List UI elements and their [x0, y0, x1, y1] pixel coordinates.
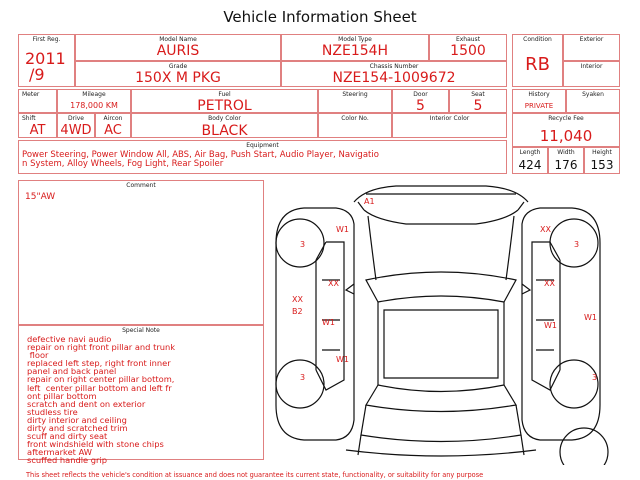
- steering-cell: [318, 89, 392, 113]
- exhaust-cell: [429, 34, 507, 61]
- model-type-label: Model Type: [338, 36, 372, 43]
- note-line: dirty and scratched trim: [27, 423, 128, 434]
- length-value: 424: [518, 158, 542, 172]
- aircon-value: AC: [104, 123, 122, 138]
- model-type-value: NZE154H: [321, 43, 389, 59]
- equipment-cell: [18, 140, 507, 174]
- height-value: 153: [590, 158, 614, 172]
- aircon-label: Aircon: [103, 115, 123, 122]
- length-cell: [512, 147, 548, 174]
- body-color-label: Body Color: [208, 115, 241, 122]
- body-color-value: BLACK: [201, 123, 248, 139]
- mark-3-right-rear: 3: [592, 373, 598, 382]
- mileage-value: 178,000 KM: [70, 101, 118, 110]
- exterior-cell: [563, 34, 620, 61]
- note-line: panel and back panel: [27, 366, 117, 377]
- history-cell: [512, 89, 566, 113]
- color-no-label: Color No.: [341, 115, 369, 122]
- recycle-fee-cell: [512, 113, 620, 147]
- note-line: repair on right front pillar and trunk: [27, 342, 176, 353]
- fuel-label: Fuel: [218, 91, 231, 98]
- sheet-title: Vehicle Information Sheet: [223, 8, 417, 26]
- fuel-value: PETROL: [197, 98, 252, 114]
- equipment-line-1: Power Steering, Power Window All, ABS, Air Bag, Push Start, Audio Player, Navigatio: [22, 150, 379, 160]
- mark-w1-side: W1: [584, 313, 597, 322]
- model-name-value: AURIS: [156, 43, 200, 59]
- recycle-fee-value: 11,040: [539, 127, 593, 145]
- chassis-value: NZE154-1009672: [332, 70, 456, 86]
- car-damage-diagram: [266, 180, 620, 465]
- exterior-label: Exterior: [579, 36, 604, 43]
- seat-cell: [449, 89, 507, 113]
- equipment-line-2: n System, Alloy Wheels, Fog Light, Rear Spoiler: [22, 159, 224, 169]
- interior-color-cell: [392, 113, 507, 138]
- height-label: Height: [592, 149, 612, 156]
- special-note-list: [27, 335, 175, 465]
- note-line: defective navi audio: [27, 334, 112, 344]
- shift-label: Shift: [22, 115, 36, 122]
- note-line: ont pillar bottom: [27, 390, 97, 401]
- grade-cell: [75, 61, 281, 87]
- mark-xx-front-right: XX: [540, 225, 551, 234]
- mark-xx-right: XX: [544, 279, 555, 288]
- meter-cell: [18, 89, 57, 113]
- drive-label: Drive: [68, 115, 84, 122]
- note-line: aftermarket AW: [27, 447, 92, 458]
- disclaimer-footer: This sheet reflects the vehicle's condition at issuance and does not guarantee its current state, functionality, or suitability for any purpose: [26, 471, 484, 479]
- model-name-cell: [75, 34, 281, 61]
- syaken-label: Syaken: [582, 91, 604, 98]
- chassis-label: Chassis Number: [369, 63, 419, 70]
- condition-cell: [512, 34, 563, 87]
- width-cell: [548, 147, 584, 174]
- mark-xx-side: XX: [292, 295, 303, 304]
- model-type-cell: [281, 34, 429, 61]
- width-label: Width: [557, 149, 575, 156]
- mark-w1-center-right: W1: [544, 321, 557, 330]
- meter-label: Meter: [22, 91, 40, 98]
- mark-w1-front-left: W1: [336, 225, 349, 234]
- special-note-label: Special Note: [122, 327, 160, 334]
- first-reg-label: First Reg.: [32, 36, 61, 43]
- mark-a1: A1: [364, 197, 375, 206]
- note-line: scratch and dent on exterior: [27, 398, 146, 409]
- note-line: floor: [27, 350, 49, 361]
- note-line: replaced left step, right front inner: [27, 358, 171, 369]
- mark-3-right-front: 3: [574, 240, 580, 249]
- mark-w1-rear-left: W1: [336, 355, 349, 364]
- special-note-box: [18, 325, 264, 466]
- comment-label: Comment: [126, 182, 156, 189]
- mark-3-left-rear: 3: [300, 373, 306, 382]
- seat-value: 5: [473, 98, 483, 114]
- height-cell: [584, 147, 620, 174]
- note-line: dirty interior and ceiling: [27, 414, 127, 425]
- recycle-fee-label: Recycle Fee: [548, 115, 584, 122]
- damage-marks: [292, 197, 597, 382]
- note-line: scuff and dirty seat: [27, 431, 108, 442]
- color-no-cell: [318, 113, 392, 138]
- interior-cell: [563, 61, 620, 87]
- shift-cell: [18, 113, 57, 138]
- note-line: front windshield with stone chips: [27, 439, 164, 450]
- mark-xx-left: XX: [328, 279, 339, 288]
- comment-box: [18, 180, 264, 325]
- width-value: 176: [554, 158, 578, 172]
- condition-label: Condition: [523, 36, 552, 43]
- mileage-label: Mileage: [82, 91, 106, 98]
- note-line: left center pillar bottom and left fr: [27, 382, 172, 393]
- exhaust-value: 1500: [450, 43, 486, 59]
- body-color-cell: [131, 113, 318, 138]
- condition-value: RB: [525, 54, 550, 75]
- grade-value: 150X M PKG: [135, 70, 221, 86]
- exhaust-label: Exhaust: [455, 36, 481, 43]
- mark-w1-center-left: W1: [322, 318, 335, 327]
- seat-label: Seat: [471, 91, 485, 98]
- grade-label: Grade: [168, 63, 188, 70]
- door-value: 5: [416, 98, 425, 114]
- drive-cell: [57, 113, 95, 138]
- equipment-label: Equipment: [246, 142, 279, 149]
- history-label: History: [528, 91, 550, 98]
- drive-value: 4WD: [60, 123, 92, 138]
- note-line: repair on right center pillar bottom,: [27, 374, 175, 385]
- first-reg-year: 2011: [25, 49, 66, 68]
- length-label: Length: [519, 149, 541, 156]
- shift-value: AT: [29, 123, 46, 138]
- door-cell: [392, 89, 449, 113]
- syaken-cell: [566, 89, 620, 113]
- mark-b2: B2: [292, 307, 303, 316]
- mark-3-left-front: 3: [300, 240, 306, 249]
- first-reg-cell: [18, 34, 75, 87]
- mileage-cell: [57, 89, 131, 113]
- model-name-label: Model Name: [159, 36, 197, 43]
- aircon-cell: [95, 113, 131, 138]
- note-line: studless tire: [27, 406, 78, 417]
- history-value: PRIVATE: [524, 102, 554, 110]
- door-label: Door: [413, 91, 428, 98]
- chassis-cell: [281, 61, 507, 87]
- note-line: scuffed handle grip: [27, 455, 108, 466]
- steering-label: Steering: [342, 91, 368, 98]
- comment-text: 15"AW: [25, 192, 56, 202]
- interior-color-label: Interior Color: [429, 115, 470, 122]
- fuel-cell: [131, 89, 318, 113]
- interior-label: Interior: [580, 63, 603, 70]
- first-reg-month: /9: [29, 65, 45, 84]
